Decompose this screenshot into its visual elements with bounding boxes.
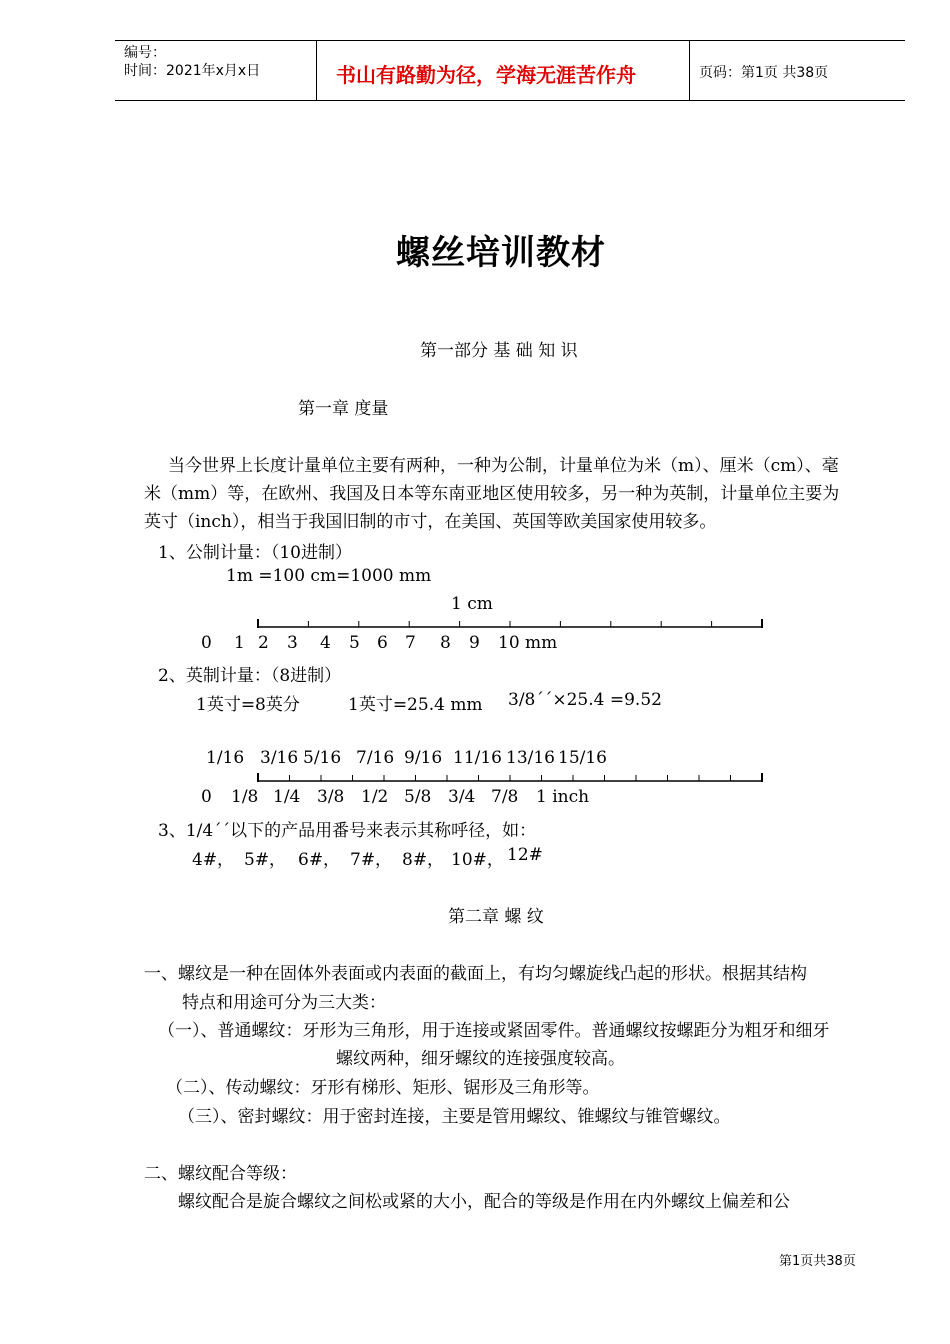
thread-type-3: （三）、密封螺纹：用于密封连接，主要是管用螺纹、锥螺纹与锥管螺纹。: [178, 1107, 731, 1127]
numbered-size-8: 8#，: [402, 850, 445, 870]
imperial-ruler-ticks: [290, 775, 731, 781]
numbered-size-5: 5#，: [244, 850, 287, 870]
header-divider-left: [316, 40, 317, 100]
imperial-eq-2: 1英寸=25.4 mm: [348, 695, 483, 715]
thread-definition-line-2: 特点和用途可分为三大类：: [182, 993, 386, 1013]
chapter1-heading: 第一章 度量: [298, 399, 389, 419]
imperial-eq-1: 1英寸=8英分: [196, 695, 300, 715]
imperial-bottom-label-2: 1/4: [273, 787, 301, 807]
numbered-sizes-heading: 3、1/4´´以下的产品用番号来表示其称呼径，如：: [158, 821, 537, 841]
thread-definition-line-1: 一、螺纹是一种在固体外表面或内表面的截面上，有均匀螺旋线凸起的形状。根据其结构: [144, 964, 807, 984]
numbered-size-6: 6#，: [298, 850, 341, 870]
numbered-size-12: 12#: [507, 845, 543, 865]
imperial-bottom-label-3: 3/8: [317, 787, 345, 807]
thread-type-1-line-1: （一）、普通螺纹：牙形为三角形，用于连接或紧固零件。普通螺纹按螺距分为粗牙和细牙: [158, 1021, 830, 1041]
imperial-heading: 2、英制计量：（8进制）: [158, 666, 342, 686]
numbered-size-4: 4#，: [192, 850, 235, 870]
numbered-size-7: 7#，: [350, 850, 393, 870]
part-heading: 第一部分 基 础 知 识: [420, 341, 578, 361]
metric-ruler-ticks: [308, 621, 711, 627]
header-motto: 书山有路勤为径，学海无涯苦作舟: [336, 63, 636, 87]
imperial-top-label-7: 15/16: [558, 748, 607, 768]
metric-label-6: 6: [377, 633, 388, 653]
metric-label-8: 8: [440, 633, 451, 653]
metric-label-7: 7: [405, 633, 416, 653]
imperial-bottom-label-7: 7/8: [491, 787, 519, 807]
imperial-eq-3: 3/8´´×25.4 =9.52: [508, 690, 662, 710]
thread-fit-line-1: 螺纹配合是旋合螺纹之间松或紧的大小，配合的等级是作用在内外螺纹上偏差和公: [178, 1192, 790, 1212]
metric-ruler-top-label: 1 cm: [451, 594, 493, 614]
document-title: 螺丝培训教材: [396, 233, 606, 273]
imperial-top-label-6: 13/16: [506, 748, 555, 768]
imperial-bottom-label-4: 1/2: [361, 787, 389, 807]
intro-line-2: 米（mm）等，在欧州、我国及日本等东南亚地区使用较多，另一种为英制，计量单位主要为: [144, 484, 840, 504]
imperial-top-label-3: 7/16: [356, 748, 395, 768]
intro-line-1: 当今世界上长度计量单位主要有两种，一种为公制，计量单位为米（m）、厘米（cm）、毫: [168, 456, 839, 476]
thread-type-1-line-2: 螺纹两种，细牙螺纹的连接强度较高。: [336, 1049, 625, 1069]
metric-label-3: 3: [287, 633, 298, 653]
time-label: 时间：2021年x月x日: [124, 63, 261, 79]
numbered-size-10: 10#，: [451, 850, 504, 870]
footer-page-info: 第1页共38页: [779, 1254, 856, 1269]
metric-label-10: 10 mm: [498, 633, 558, 653]
thread-type-2: （二）、传动螺纹：牙形有梯形、矩形、锯形及三角形等。: [166, 1078, 600, 1098]
imperial-bottom-label-5: 5/8: [404, 787, 432, 807]
imperial-bottom-label-1: 1/8: [231, 787, 259, 807]
metric-label-5: 5: [349, 633, 360, 653]
header-page-info: 页码：第1页 共38页: [699, 65, 829, 81]
metric-heading: 1、公制计量：（10进制）: [158, 543, 352, 563]
metric-label-1: 1: [234, 633, 245, 653]
imperial-top-label-0: 1/16: [206, 748, 245, 768]
imperial-top-label-1: 3/16: [260, 748, 299, 768]
metric-label-2: 2: [258, 633, 269, 653]
thread-fit-heading: 二、螺纹配合等级：: [144, 1164, 297, 1184]
metric-label-4: 4: [320, 633, 331, 653]
metric-equation: 1m =100 cm=1000 mm: [226, 566, 432, 586]
metric-label-0: 0: [201, 633, 212, 653]
imperial-bottom-label-6: 3/4: [448, 787, 476, 807]
intro-line-3: 英寸（inch），相当于我国旧制的市寸，在美国、英国等欧美国家使用较多。: [144, 512, 717, 532]
serial-label: 编号：: [124, 45, 166, 61]
header-top-rule: [115, 40, 905, 41]
metric-label-9: 9: [469, 633, 480, 653]
imperial-bottom-label-8: 1 inch: [536, 787, 590, 807]
header-bottom-rule: [115, 100, 905, 101]
header-divider-right: [689, 40, 690, 100]
imperial-top-label-4: 9/16: [404, 748, 443, 768]
imperial-bottom-label-0: 0: [201, 787, 212, 807]
imperial-top-label-2: 5/16: [303, 748, 342, 768]
chapter2-heading: 第二章 螺 纹: [448, 907, 544, 927]
imperial-top-label-5: 11/16: [453, 748, 502, 768]
